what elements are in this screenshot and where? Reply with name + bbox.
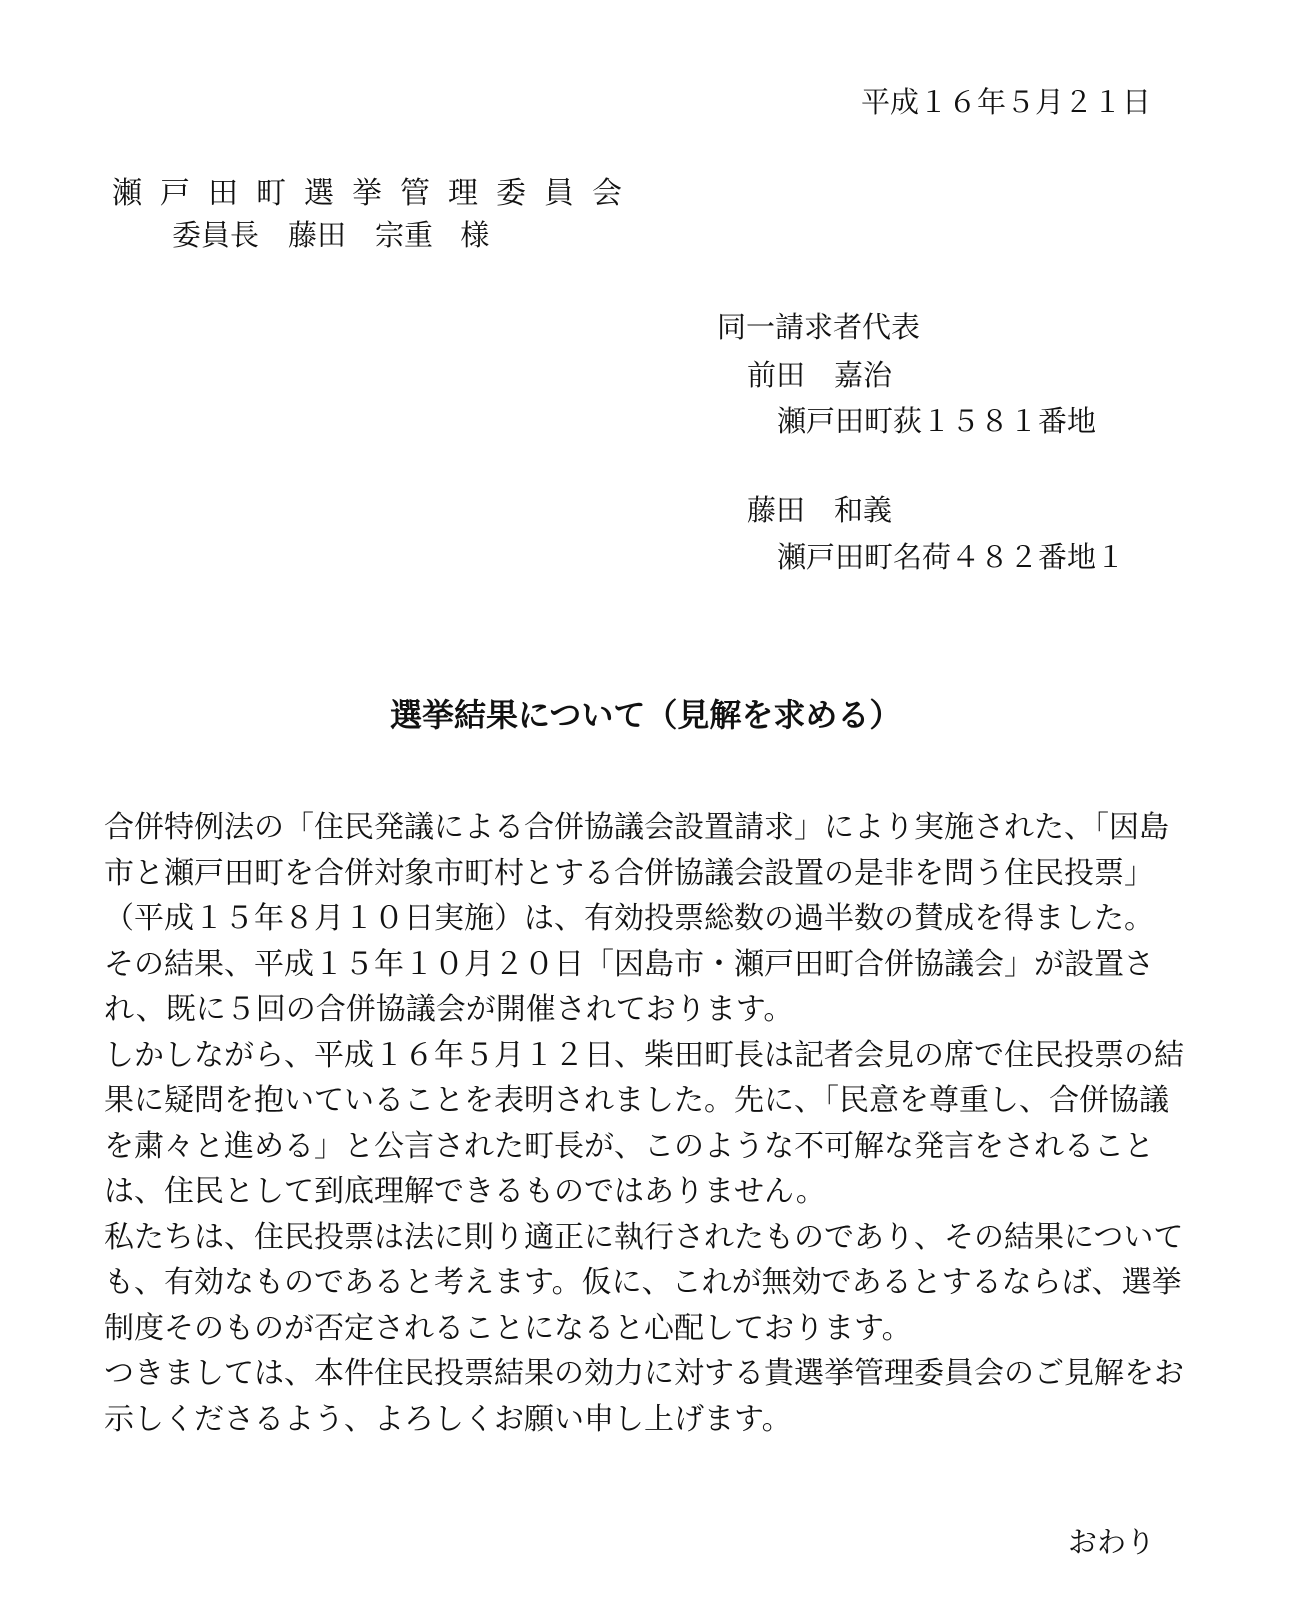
recipient-organization: 瀬戸田町選挙管理委員会 [112, 176, 640, 211]
sender-label: 同一請求者代表 [717, 310, 921, 344]
recipient-person: 委員長 藤田 宗重 様 [172, 218, 490, 252]
closing-text: おわり [1068, 1525, 1156, 1559]
representative-name: 前田 嘉治 [747, 358, 893, 392]
document-date: 平成１６年５月２１日 [860, 85, 1151, 119]
document-body [104, 805, 1184, 1442]
body-paragraph: 合併特例法の「住民発議による合併協議会設置請求」により実施された、「因島市と瀬戸田町を合併対象市町村とする合併協議会設置の是非を問う住民投票」（平成１５年８月１０日実施）は、有効投票総数の過半数の賛成を得ました。 [104, 810, 1169, 936]
body-paragraph: しかしながら、平成１６年５月１２日、柴田町長は記者会見の席で住民投票の結果に疑問を抱いていることを表明されました。先に、「民意を尊重し、合併協議を粛々と進める」と公言された町長が、このような不可解な発言をされることは、住民として到底理解できるものではありません。 [104, 1037, 1184, 1209]
body-paragraph: 私たちは、住民投票は法に則り適正に執行されたものであり、その結果についても、有効なものであると考えます。仮に、これが無効であるとするならば、選挙制度そのものが否定されることになると心配しております。 [104, 1219, 1184, 1346]
representative-address: 瀬戸田町名荷４８２番地１ [777, 540, 1126, 574]
document-title: 選挙結果について（見解を求める） [390, 696, 902, 734]
body-paragraph: その結果、平成１５年１０月２０日「因島市・瀬戸田町合併協議会」が設置され、既に５回の合併協議会が開催されております。 [104, 946, 1154, 1027]
representative-name: 藤田 和義 [747, 493, 893, 527]
body-paragraph: つきましては、本件住民投票結果の効力に対する貴選挙管理委員会のご見解をお示しくださるよう、よろしくお願い申し上げます。 [104, 1356, 1184, 1437]
representative-address: 瀬戸田町荻１５８１番地 [777, 404, 1097, 438]
